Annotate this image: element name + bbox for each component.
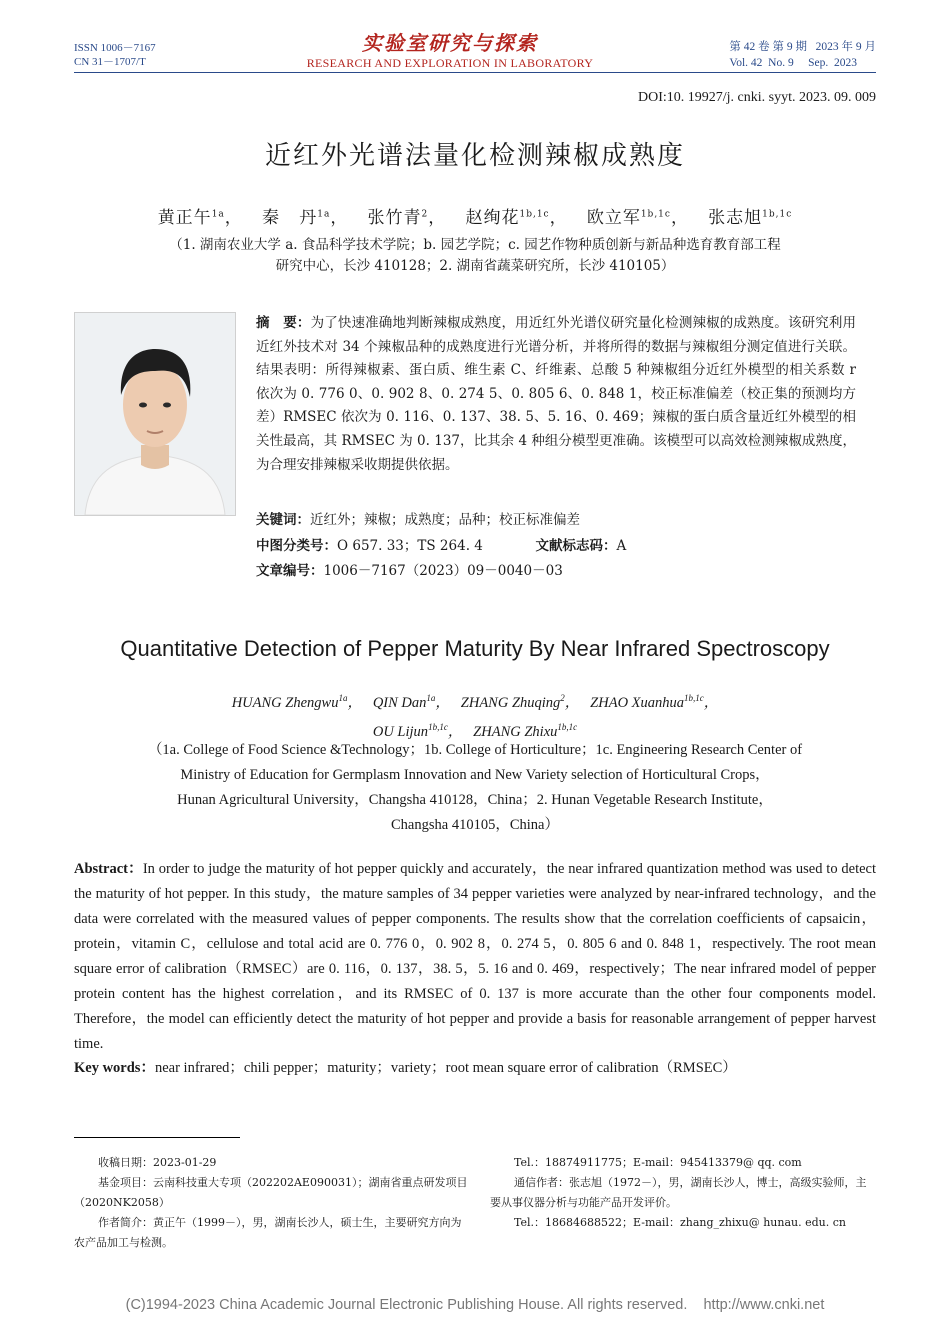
header-divider xyxy=(74,72,876,73)
journal-masthead xyxy=(260,30,640,70)
affiliation-en-line: Hunan Agricultural University，Changsha 410128，China；2. Hunan Vegetable Research Institute， xyxy=(177,792,773,808)
issue-info xyxy=(729,39,876,71)
corresponding-author-bio: 通信作者：张志旭（1972－），男，湖南长沙人，博士，高级实验师，主要从事仪器分析与功能产品开发评价。 xyxy=(490,1176,867,1209)
affiliation-cn-line: （1. 湖南农业大学 a. 食品科学技术学院；b. 园艺学院；c. 园艺作物种质创新与新品种选育教育部工程 xyxy=(169,237,781,253)
clc-text: O 657. 33；TS 264. 4 xyxy=(337,538,483,554)
authors-en-line-2: OU Lijun$^{1b,1c}$， ZHANG Zhixu$^{1b,1c}$ xyxy=(372,721,578,740)
author-photo xyxy=(74,312,236,516)
keywords-en-label: Key words： xyxy=(74,1060,155,1076)
authors-en xyxy=(0,686,950,744)
abstract-cn-text: 为了快速准确地判断辣椒成熟度，用近红外光谱仪研究量化检测辣椒的成熟度。该研究利用近红外技术对 34 个辣椒品种的成熟度进行光谱分析，并将所得的数据与辣椒组分测定值进行关联。结果表明：所得辣椒素、蛋白质、维生素 C、纤维素、总酸 5 种辣椒组分近红外模型的相关系数 r 依次为 0. 776 0、0. 902 8、0. 274 5、0. 805 6、0. 848 1，校正标准偏差（校正集的预测均方差）RMSEC 依次为 0. 116、0. 137、38. 5、5. 16、0. 469；辣椒的蛋白质含量近红外模型的相关性最高，其 RMSEC 为 0. 137，比其余 4 种组分模型更准确。该模型可以高效检测辣椒成熟度，为合理安排辣椒采收期提供依据。 xyxy=(256,315,857,473)
keywords-cn xyxy=(256,509,580,531)
affiliations-en xyxy=(0,738,950,838)
footnotes-left xyxy=(74,1153,470,1253)
keywords-cn-text: 近红外；辣椒；成熟度；品种；校正标准偏差 xyxy=(310,512,580,528)
affiliations-cn xyxy=(0,235,950,277)
affiliation-en-line: Changsha 410105，China） xyxy=(391,817,559,833)
first-author-bio: 作者简介：黄正午（1999－），男，湖南长沙人，硕士生，主要研究方向为农产品加工与检测。 xyxy=(74,1216,462,1249)
keywords-en-text: near infrared；chili pepper；maturity；variety；root mean square error of calibration（RMSEC） xyxy=(154,1060,737,1076)
journal-name-cn: 实验室研究与探索 xyxy=(362,31,538,55)
issue-cn: 第 42 卷 第 9 期 2023 年 9 月 xyxy=(729,41,876,53)
paper-title-en: Quantitative Detection of Pepper Maturity By Near Infrared Spectroscopy xyxy=(120,636,830,661)
affiliation-cn-line: 研究中心，长沙 410128；2. 湖南省蔬菜研究所，长沙 410105） xyxy=(275,258,675,274)
issue-en: Vol. 42 No. 9 Sep. 2023 xyxy=(729,57,857,69)
affiliation-en-line: （1a. College of Food Science &Technology；1b. College of Horticulture；1c. Engineering Research Center of xyxy=(147,742,803,758)
classification-line xyxy=(256,535,626,557)
article-no-label: 文章编号： xyxy=(256,563,324,579)
copyright-footer: (C)1994-2023 China Academic Journal Electronic Publishing House. All rights reserved. http://www.cnki.net xyxy=(125,1297,825,1313)
doc-code-label: 文献标志码： xyxy=(535,538,617,554)
affiliation-en-line: Ministry of Education for Germplasm Innovation and New Variety selection of Horticultural Crops， xyxy=(180,767,770,783)
doc-code-text: A xyxy=(616,538,627,554)
abstract-cn xyxy=(256,312,856,477)
author-portrait-image xyxy=(75,313,235,515)
authors-cn: 黄正午$^{1a}$， 秦 丹$^{1a}$， 张竹青$^2$， 赵绚花$^{1b,1c}$， 欧立军$^{1b,1c}$， 张志旭$^{1b,1c}$ xyxy=(157,208,793,228)
abstract-cn-label: 摘 要： xyxy=(256,315,311,331)
article-no-text: 1006－7167（2023）09－0040－03 xyxy=(323,563,563,579)
received-date: 收稿日期：2023-01-29 xyxy=(98,1156,217,1169)
footnote-divider xyxy=(74,1137,240,1138)
journal-issn-block xyxy=(74,41,156,69)
journal-name-en: RESEARCH AND EXPLORATION IN LABORATORY xyxy=(306,56,594,70)
article-number xyxy=(256,560,563,582)
abstract-en xyxy=(74,857,876,1057)
issn-text: ISSN 1006－7167 xyxy=(74,42,156,54)
first-author-contact[interactable]: Tel.：18874911775；E-mail：945413379@ qq. com xyxy=(514,1156,802,1169)
clc-label: 中图分类号： xyxy=(256,538,337,554)
paper-title-cn: 近红外光谱法量化检测辣椒成熟度 xyxy=(264,141,685,171)
fund-info: 基金项目：云南科技重大专项（202202AE090031）；湖南省重点研发项目（2020NK2058） xyxy=(74,1176,468,1209)
footnotes-right xyxy=(490,1153,876,1233)
abstract-en-label: Abstract： xyxy=(74,861,143,877)
keywords-cn-label: 关键词： xyxy=(256,512,310,528)
keywords-en xyxy=(74,1056,876,1077)
abstract-en-text: In order to judge the maturity of hot pepper quickly and accurately，the near infrared quantization method was used to detect the maturity of hot pepper. In this study，the mature samples of 34 pepper varieties were analyzed by near-infrared technology，and the data were correlated with the measured values of pepper components. The results show that the correlation coefficients of capsaicin，protein，vitamin C，cellulose and total acid are 0. 776 0，0. 902 8，0. 274 5，0. 805 6 and 0. 848 1，respectively. The root mean square error of calibration（RMSEC）are 0. 116，0. 137，38. 5，5. 16 and 0. 469，respectively；The near infrared model of pepper protein content has the highest correlation，and its RMSEC of 0. 137 is more accurate than the other four components model. Therefore，the model can efficiently detect the maturity of hot pepper and provide a basis for reasonable arrangement of pepper harvest time. xyxy=(74,861,876,1052)
corresponding-author-contact[interactable]: Tel.：18684688522；E-mail：zhang_zhixu@ hunau. edu. cn xyxy=(514,1216,846,1229)
cn-text: CN 31－1707/T xyxy=(74,56,146,68)
authors-en-line-1: HUANG Zhengwu$^{1a}$， QIN Dan$^{1a}$， ZHANG Zhuqing$^2$， ZHAO Xuanhua$^{1b,1c}$， xyxy=(231,693,719,711)
doi[interactable]: DOI:10. 19927/j. cnki. syyt. 2023. 09. 009 xyxy=(638,90,876,105)
